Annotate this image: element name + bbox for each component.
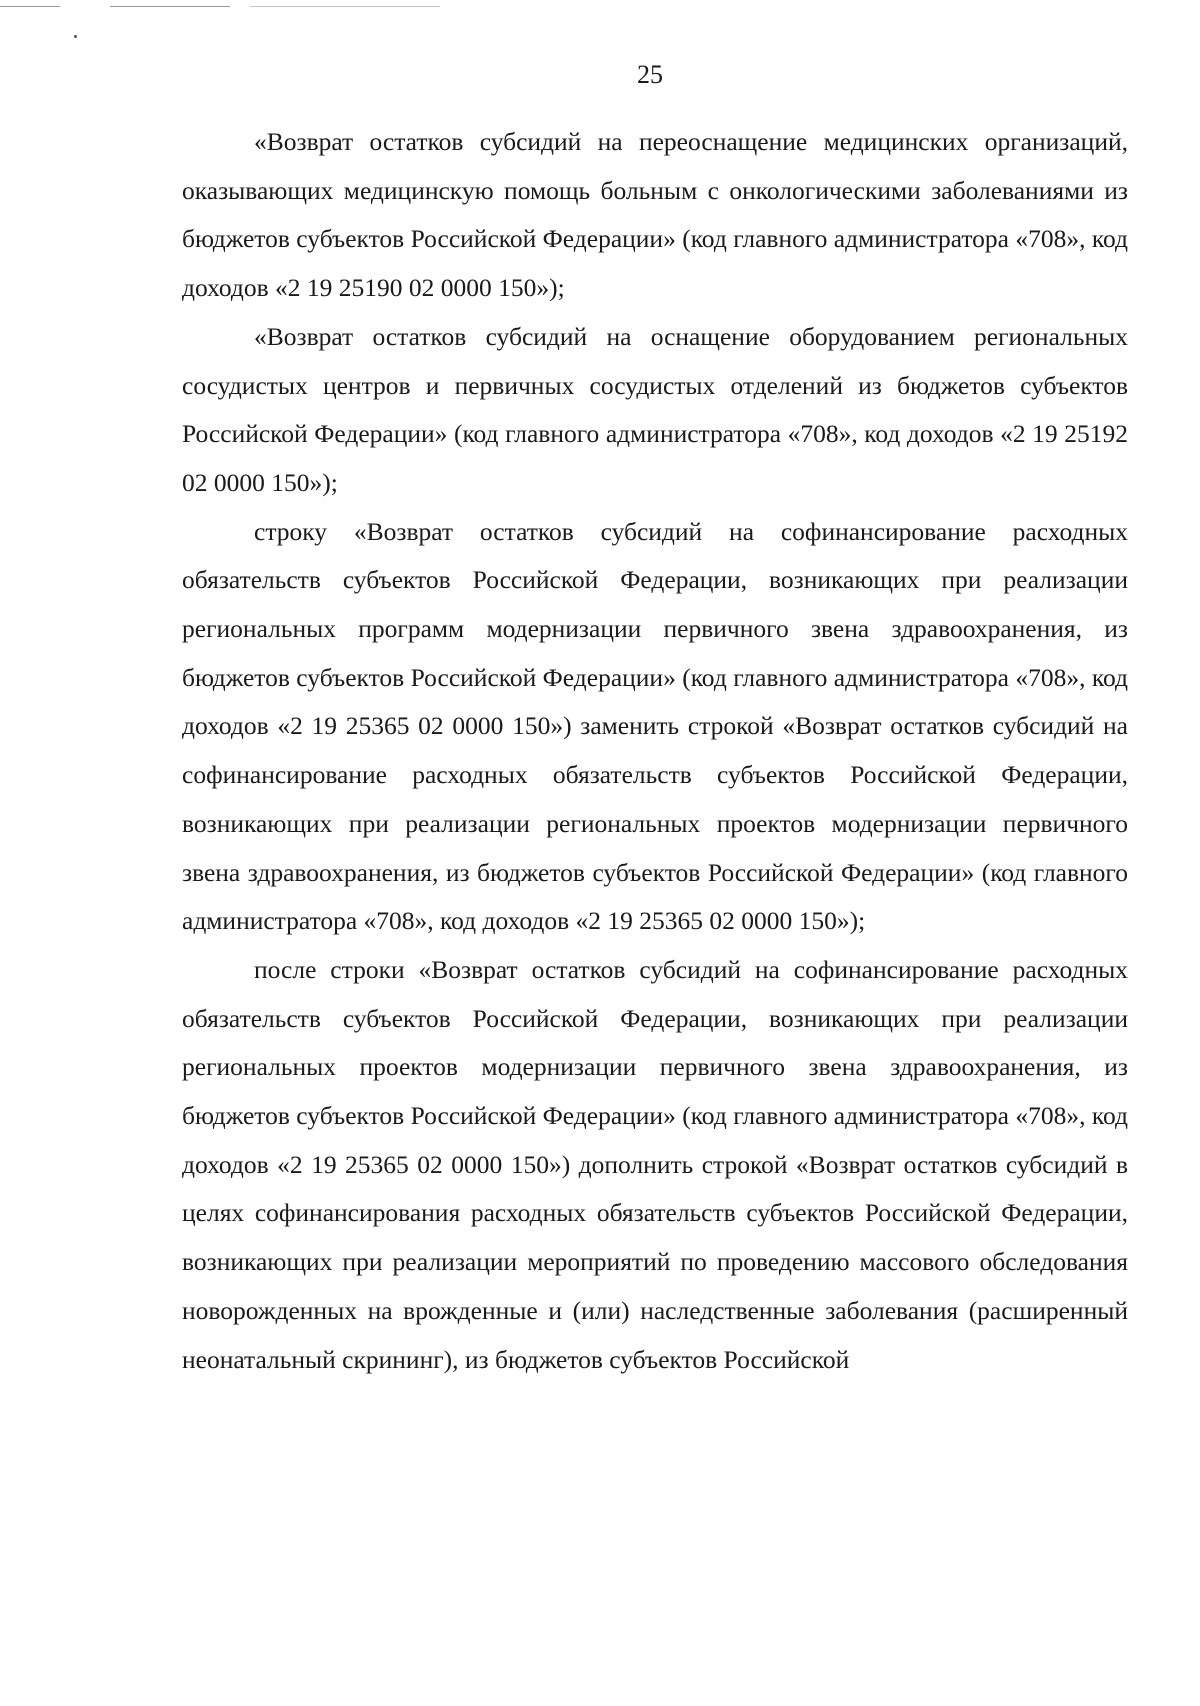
page-number: 25 bbox=[637, 60, 663, 89]
scan-artifact-line bbox=[250, 6, 440, 7]
scan-artifact-line bbox=[110, 6, 230, 7]
paragraph: «Возврат остатков субсидий на переоснащение медицинских организаций, оказывающих медицинскую помощь больным с онкологическими заболеваниями из бюджетов субъектов Российской Федерации» (код главного администратора «708», код доходов «2 19 25190 02 0000 150»); bbox=[182, 127, 1128, 303]
paragraph: «Возврат остатков субсидий на оснащение оборудованием региональных сосудистых центров и первичных сосудистых отделений из бюджетов субъектов Российской Федерации» (код главного администратора «708», код доходов «2 19 25192 02 0000 150»); bbox=[182, 321, 1128, 497]
scan-artifact-line bbox=[0, 6, 60, 7]
paragraph: строку «Возврат остатков субсидий на софинансирование расходных обязательств субъектов Российской Федерации, возникающих при реализации региональных программ модернизации первичного звена здравоохранения, из бюджетов субъектов Российской Федерации» (код главного администратора «708», код доходов «2 19 25365 02 0000 150») заменить строкой «Возврат остатков субсидий на софинансирование расходных обязательств субъектов Российской Федерации, возникающих при реализации региональных проектов модернизации первичного звена здравоохранения, из бюджетов субъектов Российской Федерации» (код главного администратора «708», код доходов «2 19 25365 02 0000 150»); bbox=[182, 516, 1128, 936]
paragraph: после строки «Возврат остатков субсидий на софинансирование расходных обязательств субъектов Российской Федерации, возникающих при реализации региональных проектов модернизации первичного звена здравоохранения, из бюджетов субъектов Российской Федерации» (код главного администратора «708», код доходов «2 19 25365 02 0000 150») дополнить строкой «Возврат остатков субсидий в целях софинансирования расходных обязательств субъектов Российской Федерации, возникающих при реализации мероприятий по проведению массового обследования новорожденных на врожденные и (или) наследственные заболевания (расширенный неонатальный скрининг), из бюджетов субъектов Российской bbox=[182, 954, 1128, 1374]
scan-artifact-dot bbox=[74, 35, 77, 38]
document-body bbox=[182, 118, 1128, 1384]
